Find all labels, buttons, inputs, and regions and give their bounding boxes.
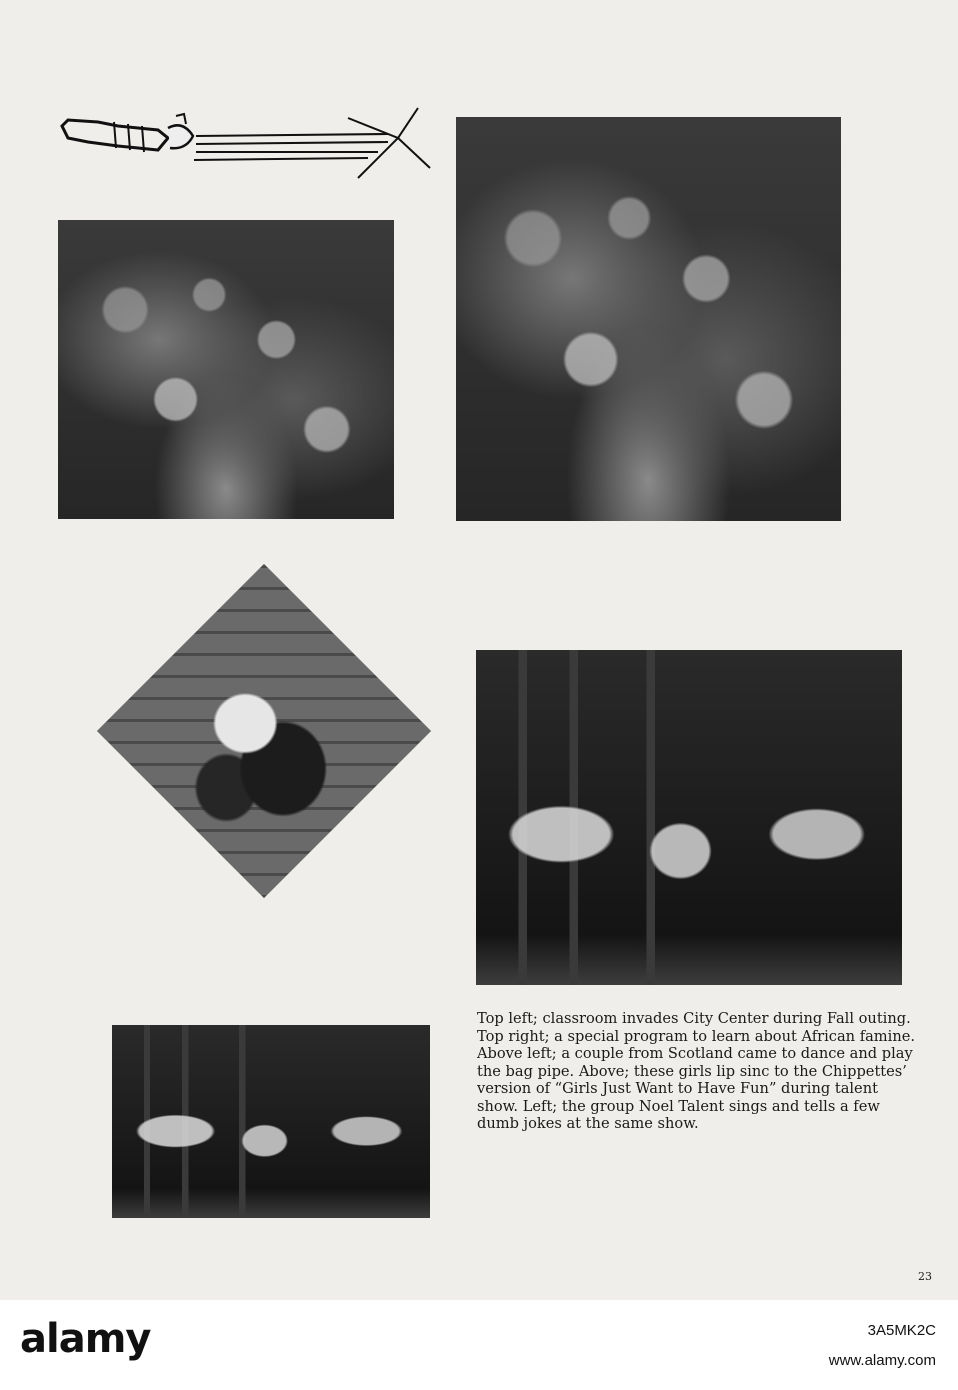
bagpipe-sketch-icon <box>58 98 438 190</box>
photo-top-right <box>456 117 841 521</box>
page-number: 23 <box>918 1270 932 1283</box>
alamy-logo: alamy <box>20 1316 151 1362</box>
photo-caption: Top left; classroom invades City Center during Fall outing. Top right; a special program to learn about African famine. Above left; a couple from Scotland came to dance and play the bag pipe. Above; these girls lip sinc to the Chippettes’ version of “Girls Just Want to Have Fun” during talent show. Left; the group Noel Talent sings and tells a few dumb jokes at the same show. <box>477 1010 915 1132</box>
site-url[interactable]: www.alamy.com <box>828 1352 936 1369</box>
photo-noel-talent <box>112 1025 430 1218</box>
photo-talent-show <box>476 650 902 985</box>
stock-footer <box>0 1300 958 1390</box>
image-code: 3A5MK2C <box>867 1322 936 1339</box>
photo-diamond-scotland <box>97 564 431 898</box>
photo-top-left <box>58 220 394 519</box>
